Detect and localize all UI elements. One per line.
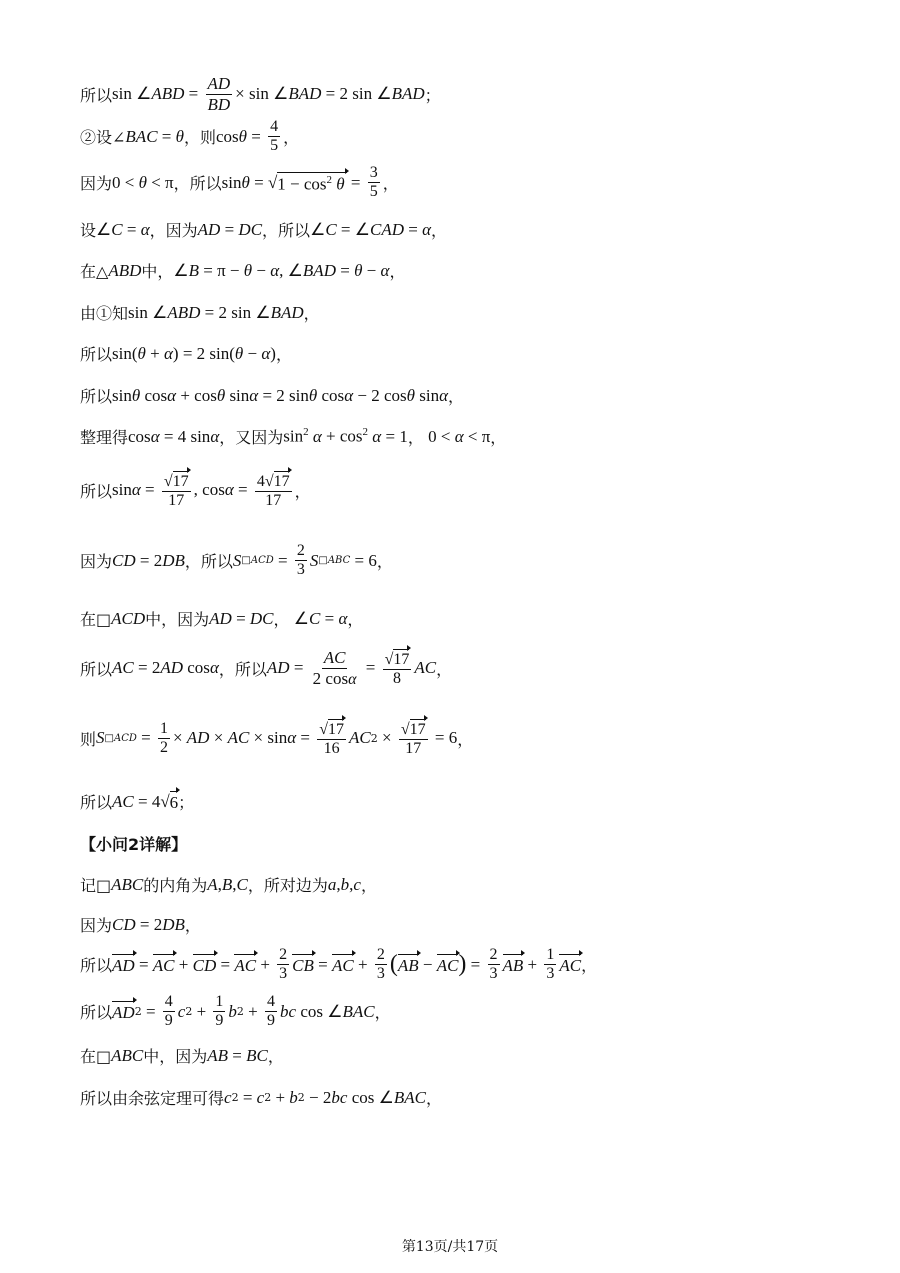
math-line-19: 所以 AD = AC + CD = AC + $\frac{2}{3}$ CB = AC + $\frac{2}{3}$ ( AB − AC ) = $\frac{2}{3}$ AB + $\frac{1}{3}$ AC ， xyxy=(80,946,598,983)
math-line-4: 设 ∠ C = α ，因为 AD = DC ，所以 ∠ C = ∠ CAD = α ， xyxy=(80,219,448,240)
math-line-20: 所以 AD 2 = $\frac{4}{9}$ c 2 + $\frac{1}{9}$ b 2 + $\frac{4}{9}$ bc cos ∠ BAC ， xyxy=(80,993,391,1030)
math-line-21: 在□ ABC 中，因为 AB = BC ， xyxy=(80,1045,284,1066)
math-line-14: 则 S □ACD = $\frac{1}{2}$ × AD × AC × sin α = $\frac{√17}{16}$ AC 2 × $\frac{√17}{17}$ = 6 ， xyxy=(80,719,474,758)
math-line-13: 所以 AC = 2 AD cos α ，所以 AD = $\frac{AC}{2 \cos\alpha}$ = $\frac{√17}{8}$ AC ， xyxy=(80,648,453,688)
section-heading: 【小问2详解】 xyxy=(80,835,188,854)
math-line-12: 在□ ACD 中，因为 AD = DC ， ∠ C = α ， xyxy=(80,608,364,629)
math-line-10: 所以 sin α = $\frac{√17}{17}$ , cos α = $\frac{4√17}{17}$ ， xyxy=(80,470,311,511)
math-line-7: 所以 sin( θ + α ) = 2 sin( θ − α ) ， xyxy=(80,343,292,364)
page-footer: 第13页/共17页 xyxy=(401,1239,499,1255)
math-line-2: ②设∠ BAC = θ ，则 cos θ = $\frac{4}{5}$ ， xyxy=(80,118,300,155)
math-line-17: 记□ ABC 的内角为 A , B , C ，所对边为 a , b , c ， xyxy=(80,874,377,895)
math-line-18: 因为 CD = 2 DB ， xyxy=(80,914,201,935)
math-line-6: 由①知 sin ∠ ABD = 2 sin ∠ BAD ， xyxy=(80,302,320,323)
math-line-9: 整理得 cos α = 4 sin α ，又因为 $\sin^2$ α + $\cos^2$ α = 1 ， 0 < α < π ， xyxy=(80,426,507,447)
math-line-5: 在△ ABD 中， ∠ B = π − θ − α , ∠ BAD = θ − α ， xyxy=(80,260,406,281)
math-line-11: 因为 CD = 2 DB ，所以 S □ACD = $\frac{2}{3}$ S □ABC = 6 ， xyxy=(80,542,393,579)
math-line-15: 所以 AC = 4√ 6 ； xyxy=(80,791,195,812)
math-line-3: 因为 0 < θ < π ，所以 sin θ = √ $1 - \cos^2 \theta$ = $\frac{3}{5}$ ， xyxy=(80,164,399,201)
math-line-8: 所以 sin θ cos α + cos θ sin α = 2 sin θ cos α − 2 cos θ sin α ， xyxy=(80,385,465,406)
math-line-1: 所以 sin ∠ ABD = $\frac{AD}{BD}$ × sin ∠ BAD = 2 sin ∠ BAD ； xyxy=(80,74,441,114)
math-line-22: 所以由余弦定理可得 c 2 = c 2 + b 2 − 2 bc cos ∠ BAC ， xyxy=(80,1087,442,1108)
